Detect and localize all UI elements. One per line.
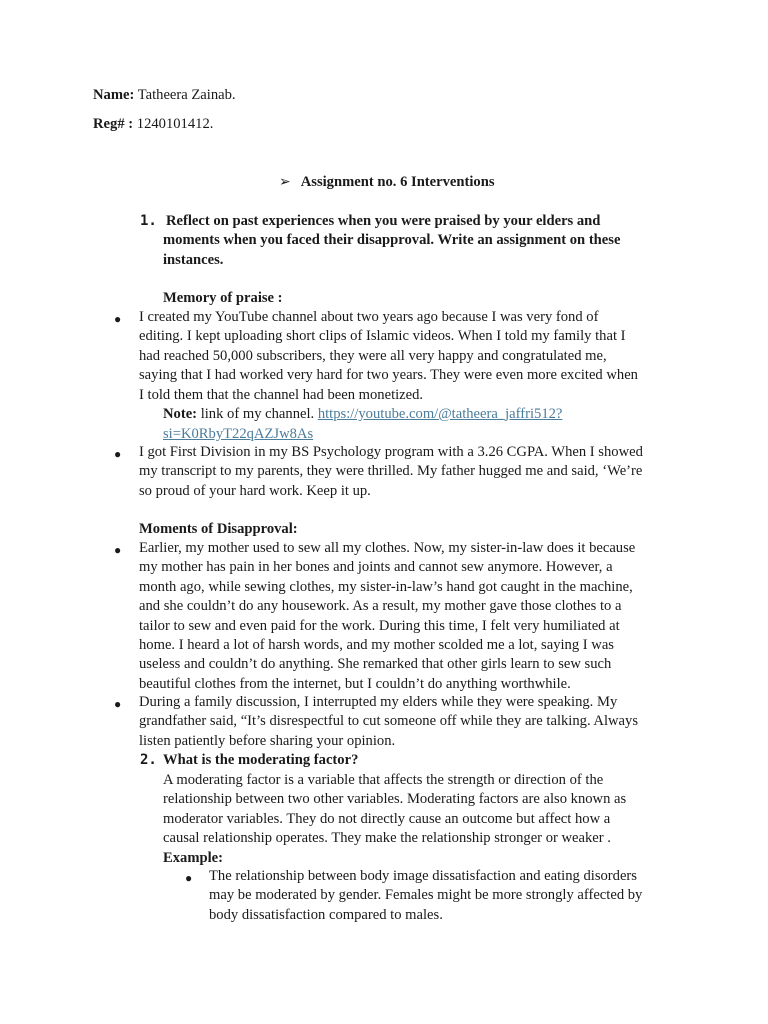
text-line: relationship between two other variables. Moderating factors are also known as bbox=[163, 791, 627, 808]
question-2-body bbox=[163, 771, 626, 868]
name-label: Name: bbox=[93, 87, 135, 103]
text-line: month ago, while sewing clothes, my sister-in-law’s hand got caught in the machine, bbox=[139, 578, 633, 595]
disapproval-heading: Moments of Disapproval: bbox=[139, 521, 298, 537]
text-line: During a family discussion, I interrupted my elders while they were speaking. My bbox=[139, 694, 618, 710]
question-1-number: 1. bbox=[140, 213, 157, 229]
note-label: Note: bbox=[163, 406, 198, 422]
text-line: grandfather said, “It’s disrespectful to cut someone off while they are talking. Always bbox=[139, 713, 639, 730]
link-continuation bbox=[163, 425, 313, 444]
disapproval-item-2 bbox=[139, 693, 638, 751]
example-item bbox=[209, 867, 642, 925]
text-line: editing. I kept uploading short clips of Islamic videos. When I told my family that I bbox=[139, 328, 626, 345]
assignment-title bbox=[279, 174, 495, 191]
name-value: Tatheera Zainab. bbox=[134, 87, 236, 103]
text-line: A moderating factor is a variable that affects the strength or direction of the bbox=[163, 772, 604, 788]
bullet-dot-icon: ● bbox=[114, 447, 122, 461]
text-line: listen patiently before sharing your opinion. bbox=[139, 732, 396, 749]
praise-item-1 bbox=[139, 308, 638, 405]
text-line: body dissatisfaction compared to males. bbox=[209, 906, 443, 923]
text-line: my mother has pain in her bones and joints and cannot sew anymore. However, a bbox=[139, 559, 613, 576]
question-2-heading: What is the moderating factor? bbox=[163, 752, 359, 768]
praise-item-2 bbox=[139, 443, 643, 501]
note-line bbox=[163, 405, 562, 424]
question-1-line: instances. bbox=[163, 252, 224, 268]
reg-value: 1240101412. bbox=[133, 116, 214, 132]
note-text: link of my channel. bbox=[197, 406, 318, 422]
arrowhead-bullet-icon: ➢ bbox=[279, 174, 291, 190]
text-line: I told them that the channel had been monetized. bbox=[139, 386, 424, 403]
text-line: beautiful clothes from the internet, but I couldn’t do anything worthwhile. bbox=[139, 675, 571, 692]
bullet-dot-icon: ● bbox=[114, 697, 122, 711]
text-line: I got First Division in my BS Psychology program with a 3.26 CGPA. When I showed bbox=[139, 444, 643, 460]
text-line: may be moderated by gender. Females might be more strongly affected by bbox=[209, 887, 643, 904]
disapproval-item-1 bbox=[139, 539, 635, 694]
channel-link[interactable]: https://youtube.com/@tatheera_jaffri512? bbox=[317, 406, 563, 422]
text-line: tailor to sew and even paid for the work. During this time, I felt very humiliated at bbox=[139, 617, 620, 634]
text-line: Earlier, my mother used to sew all my clothes. Now, my sister-in-law does it because bbox=[139, 540, 636, 556]
question-1-line: moments when you faced their disapproval. Write an assignment on these bbox=[163, 232, 621, 248]
praise-heading: Memory of praise : bbox=[163, 290, 283, 306]
question-1-line: Reflect on past experiences when you were praised by your elders and bbox=[166, 213, 601, 229]
text-line: home. I heard a lot of harsh words, and my mother scolded me a lot, saying I was bbox=[139, 637, 614, 654]
text-line: I created my YouTube channel about two years ago because I was very fond of bbox=[139, 309, 599, 325]
bullet-dot-icon: ● bbox=[114, 312, 122, 326]
text-line: The relationship between body image dissatisfaction and eating disorders bbox=[209, 868, 637, 884]
title-text: Assignment no. 6 Interventions bbox=[300, 174, 495, 190]
text-line: causal relationship operates. They make the relationship stronger or weaker . bbox=[163, 830, 611, 847]
text-line: saying that I had worked very hard for two years. They were even more excited when bbox=[139, 367, 638, 384]
text-line: useless and couldn’t do anything. She remarked that other girls learn to sew such bbox=[139, 656, 612, 673]
bullet-dot-icon: ● bbox=[114, 543, 122, 557]
text-line: so proud of your hard work. Keep it up. bbox=[139, 482, 371, 499]
reg-line bbox=[93, 116, 213, 133]
name-line bbox=[93, 87, 236, 104]
channel-link-continuation[interactable]: si=K0RbyT22qAZJw8As bbox=[163, 426, 314, 442]
bullet-dot-icon: ● bbox=[185, 871, 193, 885]
example-label: Example: bbox=[163, 849, 223, 866]
text-line: and she couldn’t do any housework. As a result, my mother gave those clothes to a bbox=[139, 598, 622, 615]
question-2-number: 2. bbox=[140, 752, 157, 768]
text-line: my transcript to my parents, they were thrilled. My father hugged me and said, ‘We’re bbox=[139, 463, 643, 480]
reg-label: Reg# : bbox=[93, 116, 134, 132]
text-line: had reached 50,000 subscribers, they were all very happy and congratulated me, bbox=[139, 347, 607, 364]
text-line: moderator variables. They do not directly cause an outcome but affect how a bbox=[163, 810, 611, 827]
